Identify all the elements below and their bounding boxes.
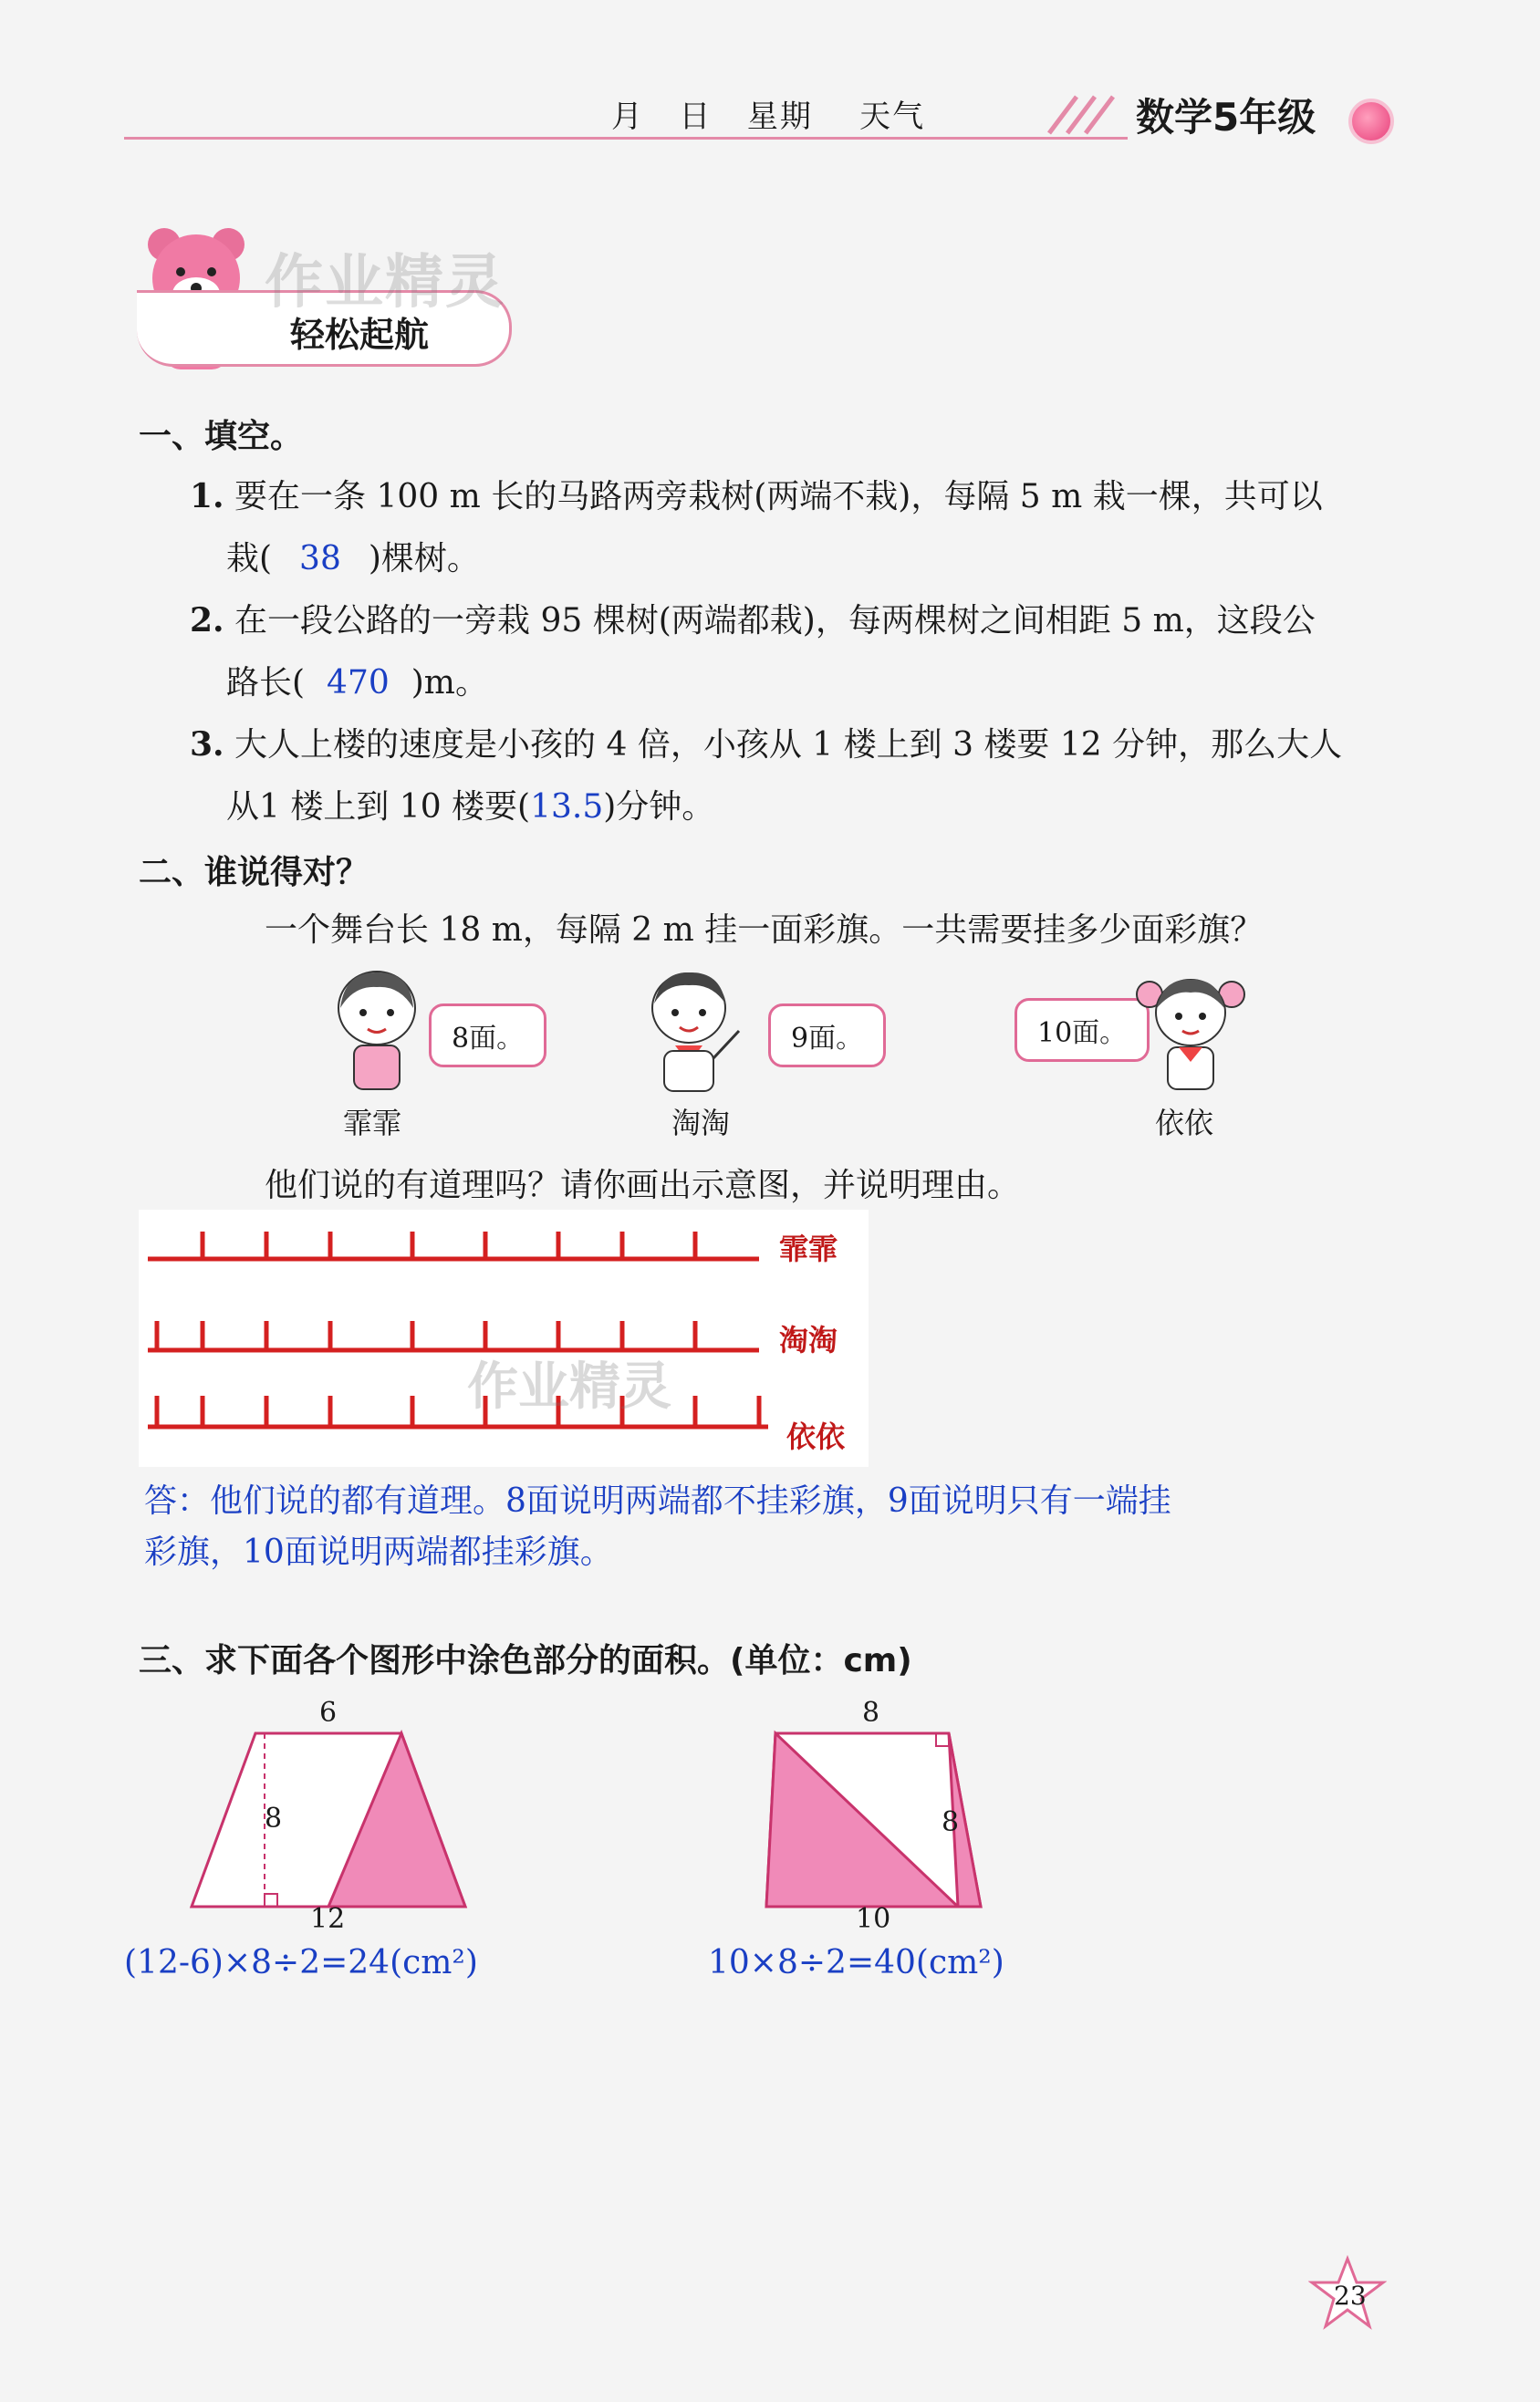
- question-3: [190, 713, 1412, 838]
- section2-answer-line2: 彩旗，10面说明两端都挂彩旗。: [144, 1534, 613, 1571]
- section2-prompt: 他们说的有道理吗？请你画出示意图，并说明理由。: [265, 1167, 1021, 1204]
- speech-bubble-taotao: 9面。: [768, 1003, 886, 1067]
- header-rule: [124, 137, 1128, 140]
- fig1-top-label: 6: [319, 1697, 338, 1729]
- header-dot-icon: [1348, 99, 1394, 144]
- q2-line2-post: )m。: [411, 664, 488, 702]
- q3-line2-pre: 从1 楼上到 10 楼要(: [226, 788, 531, 826]
- section-banner-title: 轻松起航: [290, 315, 430, 355]
- q1-line2-pre: 栽(: [226, 540, 273, 577]
- q3-line2-post: )分钟。: [603, 788, 715, 826]
- flag-diagram: [139, 1210, 869, 1467]
- q3-number: 3.: [190, 725, 224, 764]
- fig2-height-label: 8: [942, 1806, 960, 1838]
- header-slash-icon: [1040, 95, 1122, 139]
- section1-heading: 一、填空。: [139, 418, 304, 455]
- flag-diagram-svg: [139, 1210, 869, 1467]
- fig1-bottom-label: 12: [310, 1903, 346, 1935]
- q1-answer: 38: [299, 540, 341, 577]
- fig1-solution: (12-6)×8÷2=24(cm²): [124, 1944, 478, 1981]
- question-2: [190, 589, 1412, 714]
- diagram-label-feifei: 霏霏: [779, 1232, 838, 1266]
- figure2-trapezoid: [748, 1697, 1004, 1938]
- q1-line2-post: )棵树。: [368, 540, 480, 577]
- fig2-solution: 10×8÷2=40(cm²): [708, 1944, 1004, 1981]
- boy-taotao-icon: [639, 967, 748, 1098]
- q3-line1: 大人上楼的速度是小孩的 4 倍，小孩从 1 楼上到 3 楼要 12 分钟，那么大人: [234, 726, 1343, 764]
- page-number: 23: [1334, 2281, 1367, 2311]
- section2-problem: 一个舞台长 18 m，每隔 2 m 挂一面彩旗。一共需要挂多少面彩旗？: [265, 911, 1264, 949]
- girl-yiyi-icon: [1131, 967, 1250, 1098]
- diagram-label-yiyi: 依依: [786, 1419, 846, 1454]
- character-name-feifei: 霏霏: [343, 1106, 402, 1140]
- q2-answer: 470: [327, 664, 390, 702]
- character-name-yiyi: 依依: [1155, 1106, 1214, 1140]
- q1-line1: 要在一条 100 m 长的马路两旁栽树(两端不栽)，每隔 5 m 栽一棵，共可以: [234, 478, 1323, 515]
- figure1-trapezoid: [164, 1697, 493, 1938]
- q2-number: 2.: [190, 601, 224, 639]
- subject-title: 数学5年级: [1136, 95, 1316, 140]
- diagram-label-taotao: 淘淘: [779, 1323, 838, 1357]
- girl-feifei-icon: [327, 967, 427, 1098]
- diagram-watermark: 作业精灵: [467, 1357, 671, 1417]
- speech-bubble-yiyi: 10面。: [1015, 998, 1150, 1062]
- q3-answer: 13.5: [530, 788, 604, 826]
- watermark: 作业精灵: [265, 249, 505, 317]
- fig2-bottom-label: 10: [856, 1903, 891, 1935]
- question-1: [190, 465, 1412, 590]
- fig1-height-label: 8: [265, 1803, 283, 1835]
- section3-heading: 三、求下面各个图形中涂色部分的面积。(单位：cm): [139, 1642, 912, 1679]
- speech-bubble-feifei: 8面。: [429, 1003, 546, 1067]
- section2-answer-line1: 答：他们说的都有道理。8面说明两端都不挂彩旗，9面说明只有一端挂: [144, 1482, 1171, 1520]
- q2-line1: 在一段公路的一旁栽 95 棵树(两端都栽)，每两棵树之间相距 5 m，这段公: [234, 602, 1316, 639]
- character-name-taotao: 淘淘: [671, 1106, 731, 1140]
- section2-heading: 二、谁说得对？: [139, 854, 369, 891]
- q1-number: 1.: [190, 477, 224, 515]
- header-date-fields: 月 日 星期 天气: [611, 99, 926, 135]
- q2-line2-pre: 路长(: [226, 664, 306, 702]
- fig2-top-label: 8: [862, 1697, 880, 1729]
